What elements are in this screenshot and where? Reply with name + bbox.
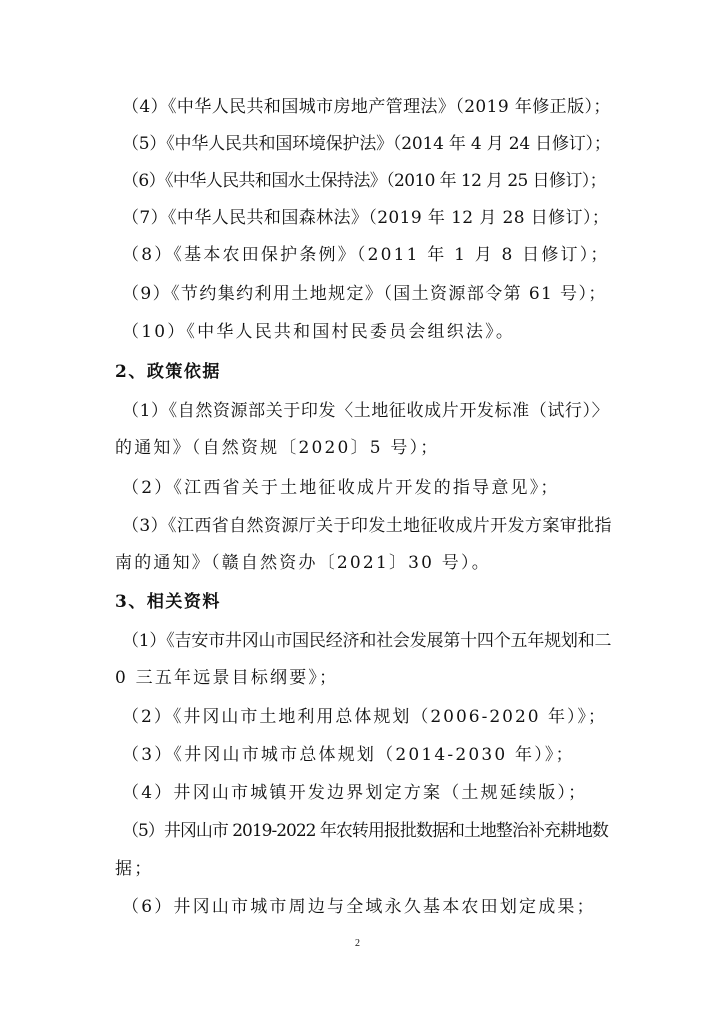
material-item-5-line-1: （5）井冈山市 2019-2022 年农转用报批数据和土地整治补充耕地数 — [122, 821, 608, 841]
policy-item-3-line-2: 南的通知》（赣自然资办〔2021〕30 号）。 — [115, 553, 491, 573]
law-item-6: （6）《中华人民共和国水土保持法》（2010 年 12 月 25 日修订）； — [122, 171, 607, 191]
policy-item-2: （2）《江西省关于土地征收成片开发的指导意见》； — [122, 478, 560, 498]
law-item-7: （7）《中华人民共和国森林法》（2019 年 12 月 28 日修订）； — [122, 208, 610, 228]
law-item-8: （8）《基本农田保护条例》（2011 年 1 月 8 日修订）； — [122, 245, 610, 265]
material-item-3: （3）《井冈山市城市总体规划（2014-2030 年）》； — [122, 745, 575, 765]
section-heading-materials: 3、相关资料 — [115, 592, 221, 612]
law-item-4: （4）《中华人民共和国城市房地产管理法》（2019 年修正版）； — [122, 97, 611, 117]
material-item-4: （4）井冈山市城镇开发边界划定方案（土规延续版）； — [122, 783, 588, 803]
material-item-5-line-2: 据； — [115, 859, 154, 879]
law-item-9: （9）《节约集约利用土地规定》（国土资源部令第 61 号）； — [122, 284, 607, 304]
policy-item-3-line-1: （3）《江西省自然资源厅关于印发土地征收成片开发方案审批指 — [122, 516, 612, 536]
material-item-1-line-1: （1）《吉安市井冈山市国民经济和社会发展第十四个五年规划和二 — [122, 631, 612, 651]
section-heading-policy: 2、政策依据 — [115, 362, 221, 382]
material-item-1-line-2: 0 三五年远景目标纲要》； — [115, 668, 339, 688]
law-item-10: （10）《中华人民共和国村民委员会组织法》。 — [122, 322, 516, 342]
policy-item-1-line-1: （1）《自然资源部关于印发〈土地征收成片开发标准（试行）〉 — [122, 401, 610, 421]
material-item-2: （2）《井冈山市土地利用总体规划（2006-2020 年）》； — [122, 707, 607, 727]
law-item-5: （5）《中华人民共和国环境保护法》（2014 年 4 月 24 日修订）； — [122, 134, 611, 154]
material-item-6: （6）井冈山市城市周边与全域永久基本农田划定成果； — [122, 897, 596, 917]
page-number: 2 — [355, 938, 360, 949]
policy-item-1-line-2: 的通知》（自然资规〔2020〕5 号）； — [115, 438, 440, 458]
